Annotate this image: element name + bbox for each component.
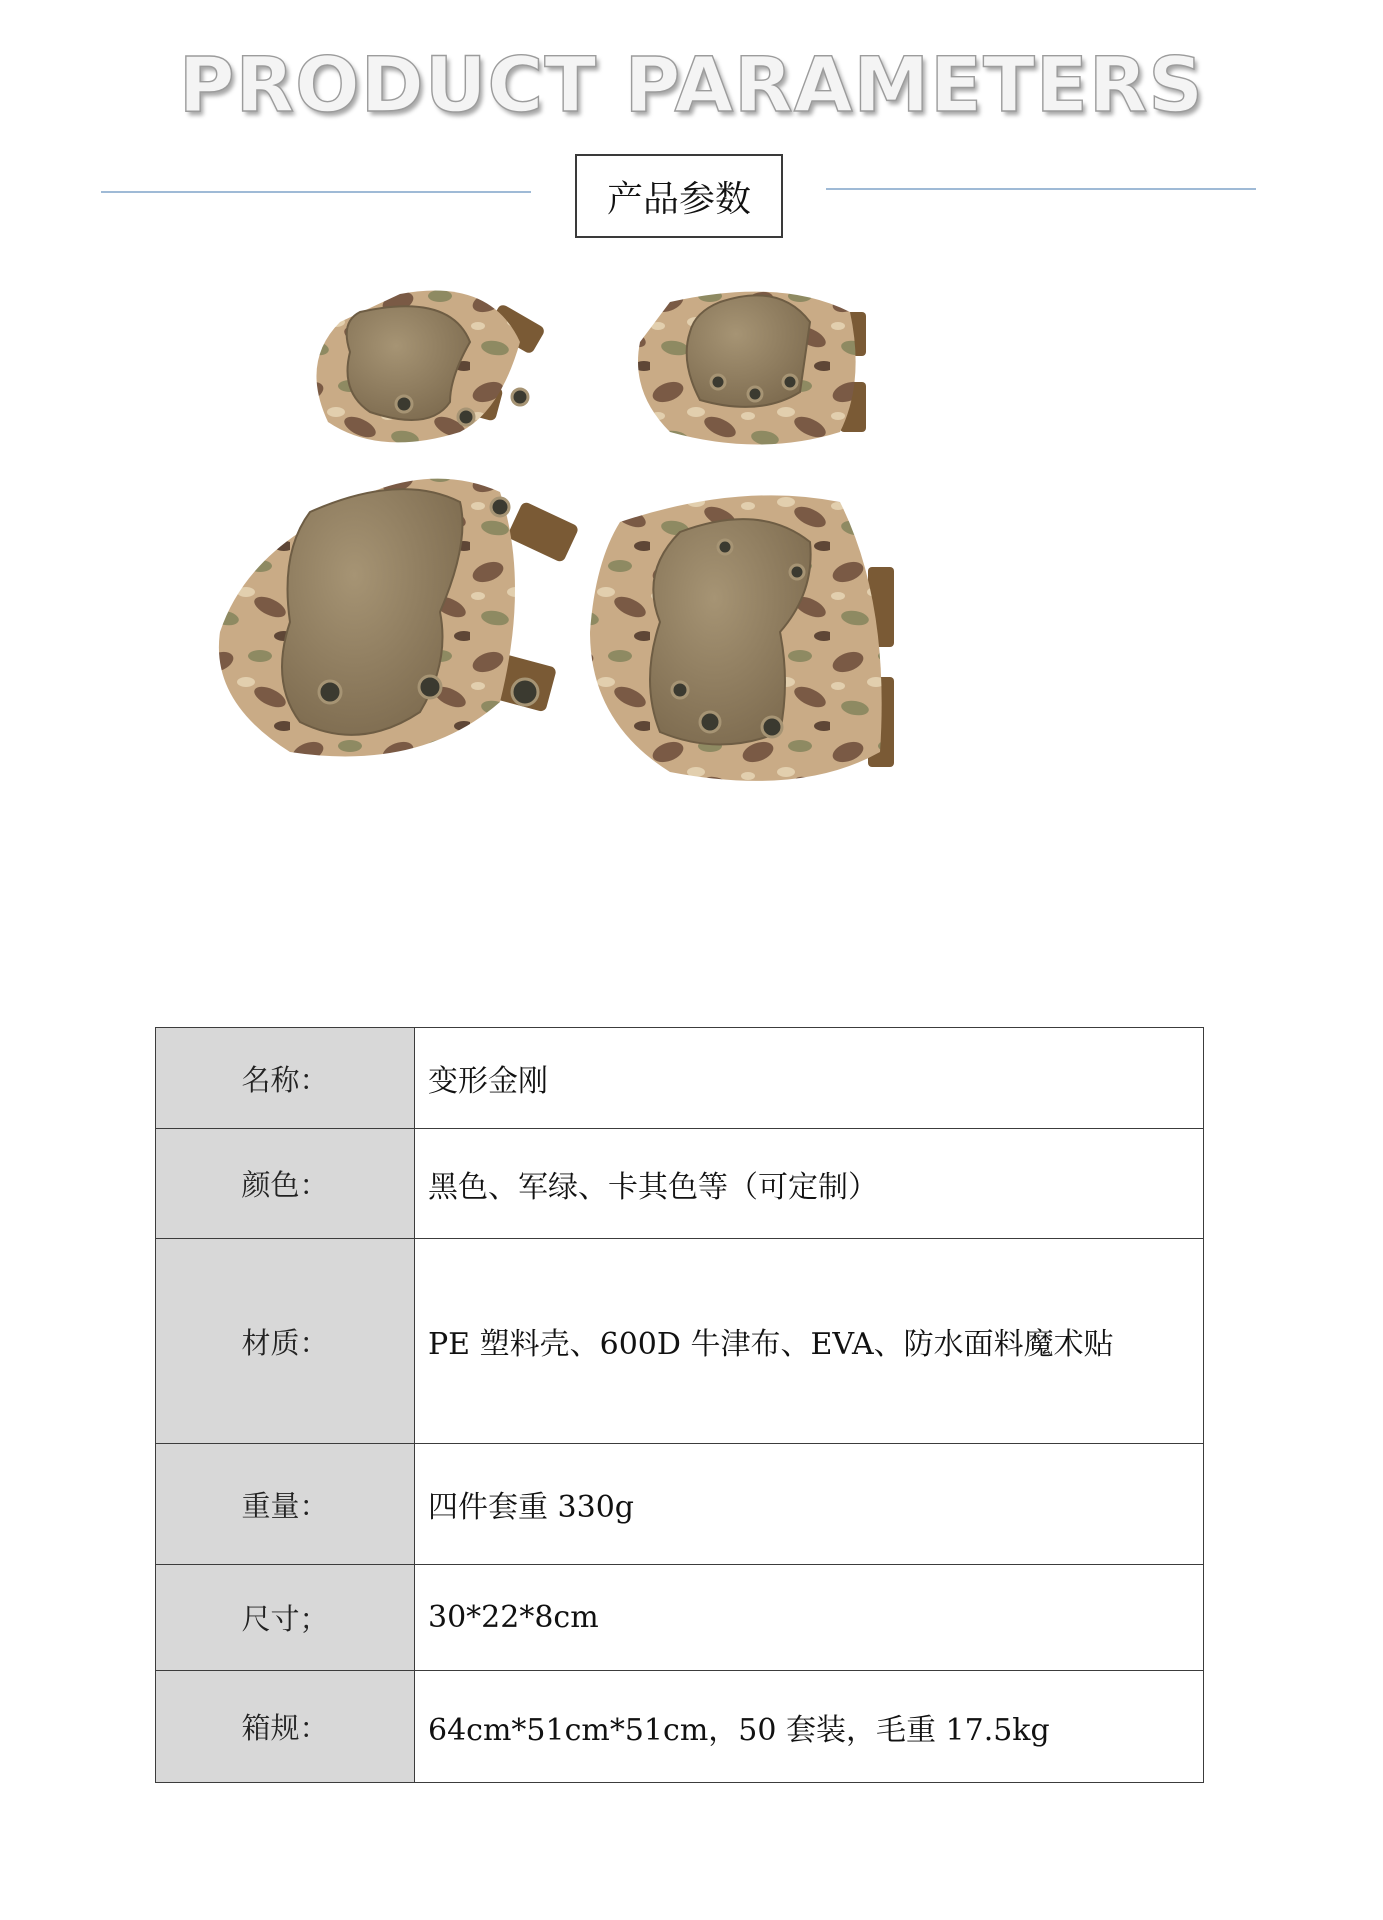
row-value-size: 30*22*8cm [415,1565,1204,1671]
divider-right [826,188,1256,190]
product-photo [200,282,1120,972]
parameter-table [155,1027,1204,1783]
knee-pad-bottom-left [219,479,580,757]
row-label-carton: 箱规： [156,1671,415,1783]
table-row [156,1028,1204,1129]
row-label-weight: 重量： [156,1444,415,1565]
table-row [156,1239,1204,1444]
section-subtitle: 产品参数 [575,154,783,238]
elbow-pad-top-right [638,292,866,445]
row-label-size: 尺寸； [156,1565,415,1671]
row-value-name: 变形金刚 [415,1028,1204,1129]
row-value-weight: 四件套重 330g [415,1444,1204,1565]
table-row [156,1444,1204,1565]
row-value-material: PE 塑料壳、600D 牛津布、EVA、防水面料魔术贴 [415,1239,1204,1444]
table-row [156,1129,1204,1239]
row-label-name: 名称： [156,1028,415,1129]
knee-pad-bottom-right [590,495,894,781]
row-label-material: 材质： [156,1239,415,1444]
elbow-pad-top-left [316,290,546,442]
row-label-color: 颜色： [156,1129,415,1239]
row-value-color: 黑色、军绿、卡其色等（可定制） [415,1129,1204,1239]
table-row [156,1671,1204,1783]
table-row [156,1565,1204,1671]
row-value-carton: 64cm*51cm*51cm，50 套装，毛重 17.5kg [415,1671,1204,1783]
divider-left [101,191,531,193]
page-title: PRODUCT PARAMETERS [178,40,1205,129]
